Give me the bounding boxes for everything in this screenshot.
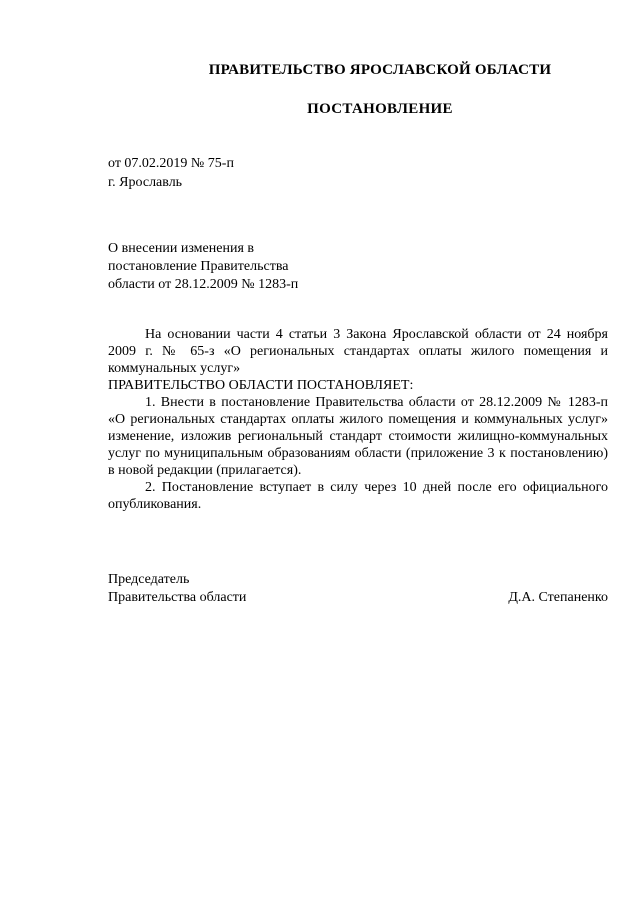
city: г. Ярославль <box>108 175 183 190</box>
signature-title-line-2: Правительства области <box>108 590 247 605</box>
government-title: ПРАВИТЕЛЬСТВО ЯРОСЛАВСКОЙ ОБЛАСТИ <box>208 62 552 78</box>
preamble-paragraph: На основании части 4 статьи 3 Закона Ярославской области от 24 ноября 2009 г. № 65-з «О региональных стандартах оплаты жилого помещения и коммунальных услуг» <box>108 327 608 376</box>
document-type-title: ПОСТАНОВЛЕНИЕ <box>307 101 453 117</box>
resolves-line: ПРАВИТЕЛЬСТВО ОБЛАСТИ ПОСТАНОВЛЯЕТ: <box>108 378 414 393</box>
document-subject <box>108 240 298 294</box>
signature-row <box>108 589 608 607</box>
date-number: от 07.02.2019 № 75-п <box>108 156 234 171</box>
signature-block <box>108 571 608 607</box>
subject-line-2: постановление Правительства <box>108 259 289 274</box>
item-2-paragraph: 2. Постановление вступает в силу через 10 дней после его официального опубликования. <box>108 480 608 512</box>
signatory-name: Д.А. Степаненко <box>508 590 608 605</box>
signature-title-line-1: Председатель <box>108 572 190 587</box>
document-body <box>108 326 608 513</box>
subject-line-1: О внесении изменения в <box>108 241 254 256</box>
item-1-paragraph: 1. Внести в постановление Правительства области от 28.12.2009 № 1283-п «О региональных стандартах оплаты жилого помещения и коммунальных услуг» изменение, изложив региональный стандарт стоимости жилищно-коммунальных услуг по муниципальным образованиям области (приложение 3 к постановлению) в новой редакции (прилагается). <box>108 395 608 478</box>
document-meta <box>108 154 234 192</box>
subject-line-3: области от 28.12.2009 № 1283-п <box>108 277 299 292</box>
